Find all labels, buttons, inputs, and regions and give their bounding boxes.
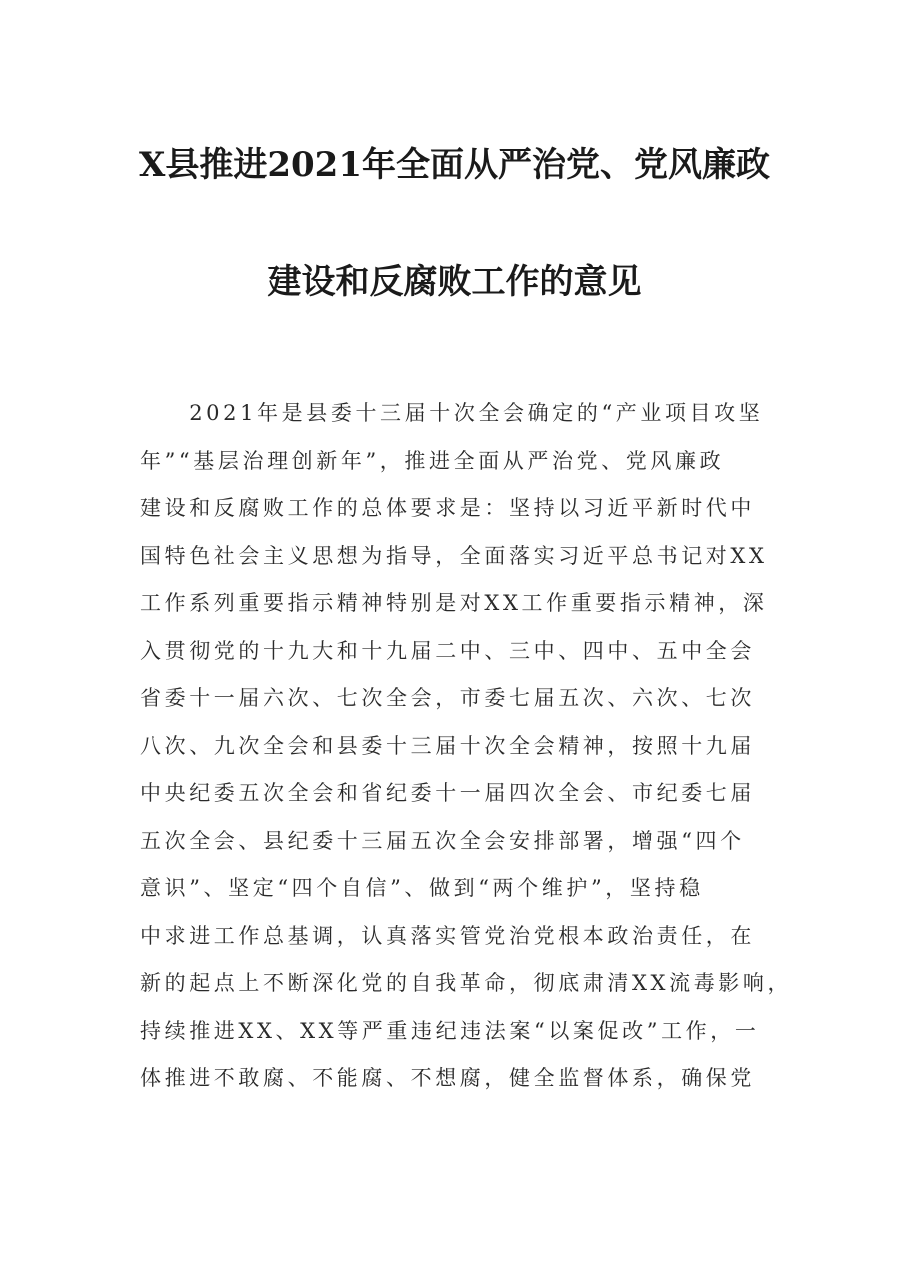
body-line: 体推进不敢腐、不能腐、不想腐，健全监督体系，确保党 xyxy=(140,1066,755,1090)
body-line: 中央纪委五次全会和省纪委十一届四次全会、市纪委七届 xyxy=(140,781,755,805)
body-line: 国特色社会主义思想为指导，全面落实习近平总书记对XX xyxy=(140,543,768,568)
body-line: 建设和反腐败工作的总体要求是：坚持以习近平新时代中 xyxy=(140,496,755,520)
body-line: 新的起点上不断深化党的自我革命，彻底肃清XX流毒影响， xyxy=(140,971,793,995)
body-line: 省委十一届六次、七次全会，市委七届五次、六次、七次 xyxy=(140,686,755,710)
body-line: 五次全会、县纪委十三届五次全会安排部署，增强“四个 xyxy=(140,828,745,853)
body-line: 年”“基层治理创新年”，推进全面从严治党、党风廉政 xyxy=(140,448,725,473)
document-title-line-2: 建设和反腐败工作的意见 xyxy=(267,262,642,302)
body-line: 工作系列重要指示精神特别是对XX工作重要指示精神，深 xyxy=(140,591,768,615)
body-line: 持续推进XX、XX等严重违纪违法案“以案促改”工作，一 xyxy=(140,1018,760,1043)
body-line: 中求进工作总基调，认真落实管党治党根本政治责任，在 xyxy=(140,923,755,948)
document-body xyxy=(140,390,793,1103)
body-line: 八次、九次全会和县委十三届十次全会精神，按照十九届 xyxy=(140,733,755,758)
document-title-line-1: X县推进2021年全面从严治党、党风廉政 xyxy=(138,145,770,185)
body-line: 入贯彻党的十九大和十九届二中、三中、四中、五中全会 xyxy=(140,638,755,663)
body-line: 意识”、坚定“四个自信”、做到“两个维护”，坚持稳 xyxy=(140,876,704,900)
body-line: 2021年是县委十三届十次全会确定的“产业项目攻坚 xyxy=(140,401,764,425)
